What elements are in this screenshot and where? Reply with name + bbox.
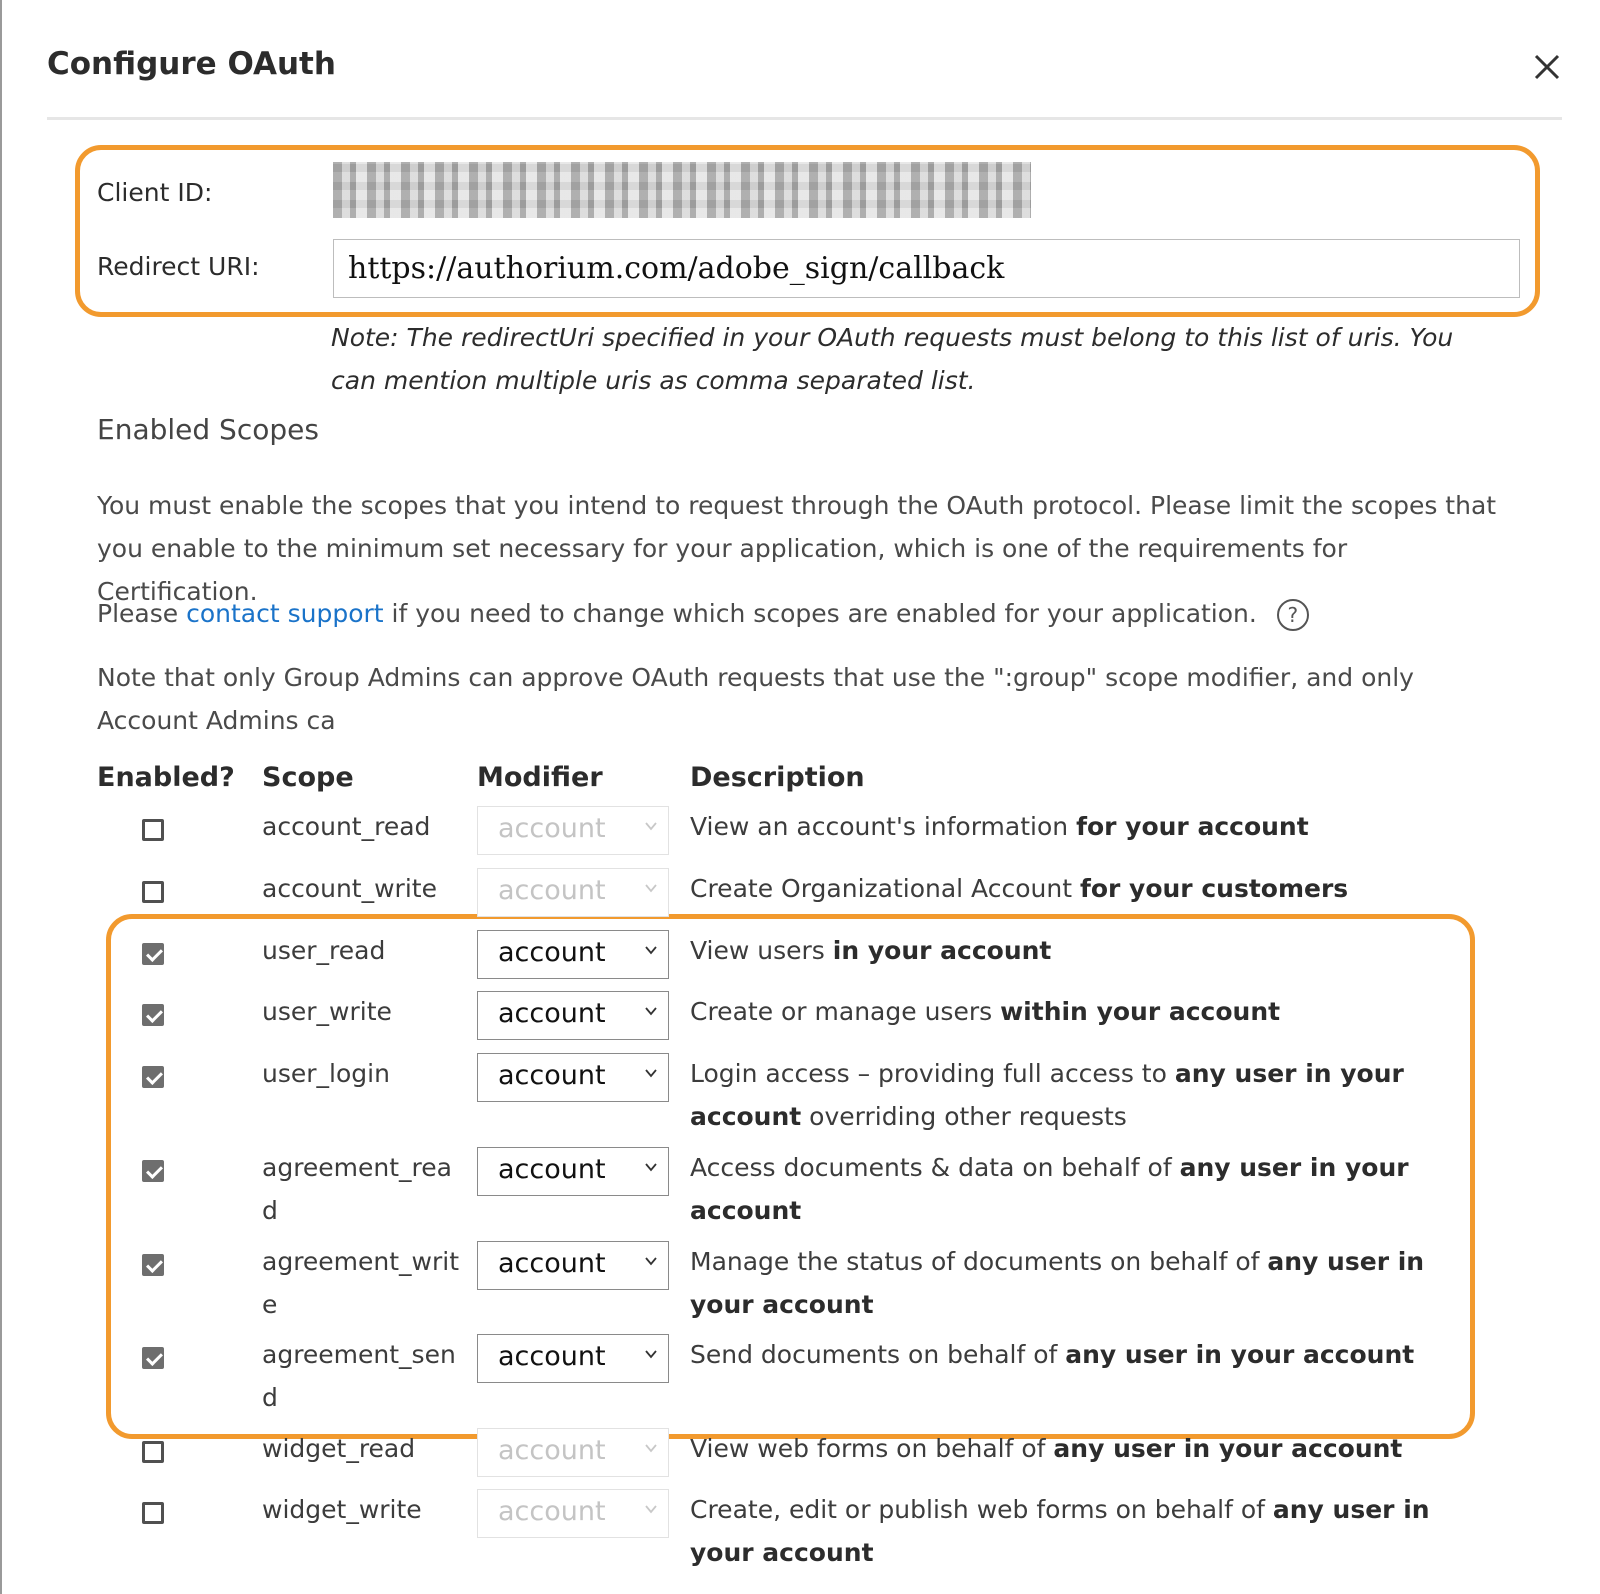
scope-description [690,805,1470,848]
checkbox-account_read[interactable] [142,819,164,841]
scope-name: account_read [262,812,431,841]
chevron-down-icon [644,943,658,957]
modifier-select-user_read[interactable] [477,930,669,979]
modifier-select-account_read [477,806,669,855]
modifier-value: account [498,998,606,1029]
chevron-down-icon [644,1004,658,1018]
description-emphasis: in your account [832,936,1052,965]
modifier-select-account_write [477,868,669,917]
checkbox-user_read[interactable] [142,943,164,965]
scopes-intro: You must enable the scopes that you intend to request through the OAuth protocol. Please limit the scopes that you enable to the minimum set necessary for your application, which is one of the requirements for Certification. [97,491,1497,606]
contact-support-link[interactable]: contact support [186,599,384,628]
redirect-uri-input[interactable] [333,239,1520,298]
description-text: Manage the status of documents on behalf of [690,1247,1268,1276]
scope-description [690,1333,1470,1376]
description-text: Login access – providing full access to [690,1059,1175,1088]
scope-description [690,1427,1470,1470]
modifier-select-agreement_write[interactable] [477,1241,669,1290]
scope-description [690,990,1470,1033]
checkbox-widget_read[interactable] [142,1441,164,1463]
scope-name: agreement_read [262,1153,452,1225]
client-id-label: Client ID: [97,178,213,207]
checkbox-agreement_send[interactable] [142,1347,164,1369]
scope-name: user_read [262,936,386,965]
chevron-down-icon [644,1441,658,1455]
description-emphasis: for your customers [1079,874,1349,903]
description-text: Create, edit or publish web forms on behalf of [690,1495,1273,1524]
contact-prefix: Please [97,599,187,628]
scope-description [690,1052,1470,1138]
description-text: Send documents on behalf of [690,1340,1066,1369]
redirect-note: Note: The redirectUri specified in your OAuth requests must belong to this list of uris. You can mention multiple uris as comma separated list. [331,323,1454,395]
checkbox-user_login[interactable] [142,1066,164,1088]
title-divider [47,117,1562,120]
modifier-select-agreement_read[interactable] [477,1147,669,1196]
modifier-value: account [498,813,606,844]
description-emphasis: any user in your account [690,1495,1430,1567]
modifier-value: account [498,937,606,968]
checkbox-agreement_read[interactable] [142,1160,164,1182]
dialog-title: Configure OAuth [47,46,336,82]
scope-name: widget_read [262,1434,416,1463]
header-scope: Scope [262,762,354,793]
scope-description [690,1488,1470,1574]
redirect-uri-label: Redirect URI: [97,252,260,281]
description-text: View an account's information [690,812,1077,841]
chevron-down-icon [644,1254,658,1268]
chevron-down-icon [644,1160,658,1174]
modifier-value: account [498,1248,606,1279]
header-modifier: Modifier [477,762,603,793]
description-emphasis: any user in your account [690,1153,1409,1225]
description-text: Create Organizational Account [690,874,1080,903]
modifier-select-user_login[interactable] [477,1053,669,1102]
description-emphasis: any user in your account [690,1059,1404,1131]
description-emphasis: any user in your account [1065,1340,1415,1369]
modifier-value: account [498,1496,606,1527]
scope-name: account_write [262,874,437,903]
client-id-value-redacted [333,162,1031,218]
description-emphasis: within your account [1000,997,1281,1026]
modifier-value: account [498,1154,606,1185]
chevron-down-icon [644,1502,658,1516]
contact-suffix: if you need to change which scopes are enabled for your application. [383,599,1257,628]
description-text: View web forms on behalf of [690,1434,1054,1463]
scope-description [690,1146,1470,1232]
chevron-down-icon [644,1347,658,1361]
checkbox-agreement_write[interactable] [142,1254,164,1276]
window-left-edge [0,0,2,1594]
contact-line [97,592,1497,635]
description-text-after: overriding other requests [801,1102,1127,1131]
modifier-value: account [498,1435,606,1466]
modifier-value: account [498,1341,606,1372]
description-text: Create or manage users [690,997,1001,1026]
header-enabled: Enabled? [97,762,235,793]
group-admin-note: Note that only Group Admins can approve OAuth requests that use the ":group" scope modifier, and only Account Admins ca [97,663,1414,735]
modifier-select-user_write[interactable] [477,991,669,1040]
scope-name: user_login [262,1059,390,1088]
enabled-scopes-title: Enabled Scopes [97,413,319,446]
scope-name: user_write [262,997,392,1026]
scope-name: agreement_write [262,1247,460,1319]
description-emphasis: any user in your account [1053,1434,1403,1463]
scope-description [690,1240,1470,1326]
help-icon[interactable]: ? [1277,599,1309,631]
chevron-down-icon [644,819,658,833]
modifier-value: account [498,875,606,906]
scope-name: widget_write [262,1495,422,1524]
scope-description [690,867,1470,910]
description-text: View users [690,936,833,965]
checkbox-user_write[interactable] [142,1004,164,1026]
checkbox-widget_write[interactable] [142,1502,164,1524]
description-text: Access documents & data on behalf of [690,1153,1180,1182]
description-emphasis: any user in your account [690,1247,1425,1319]
modifier-select-widget_read [477,1428,669,1477]
description-emphasis: for your account [1076,812,1309,841]
modifier-select-widget_write [477,1489,669,1538]
modifier-value: account [498,1060,606,1091]
scope-description [690,929,1470,972]
header-description: Description [690,762,865,793]
chevron-down-icon [644,1066,658,1080]
chevron-down-icon [644,881,658,895]
scope-name: agreement_send [262,1340,456,1412]
checkbox-account_write[interactable] [142,881,164,903]
close-icon[interactable] [1530,50,1564,84]
modifier-select-agreement_send[interactable] [477,1334,669,1383]
